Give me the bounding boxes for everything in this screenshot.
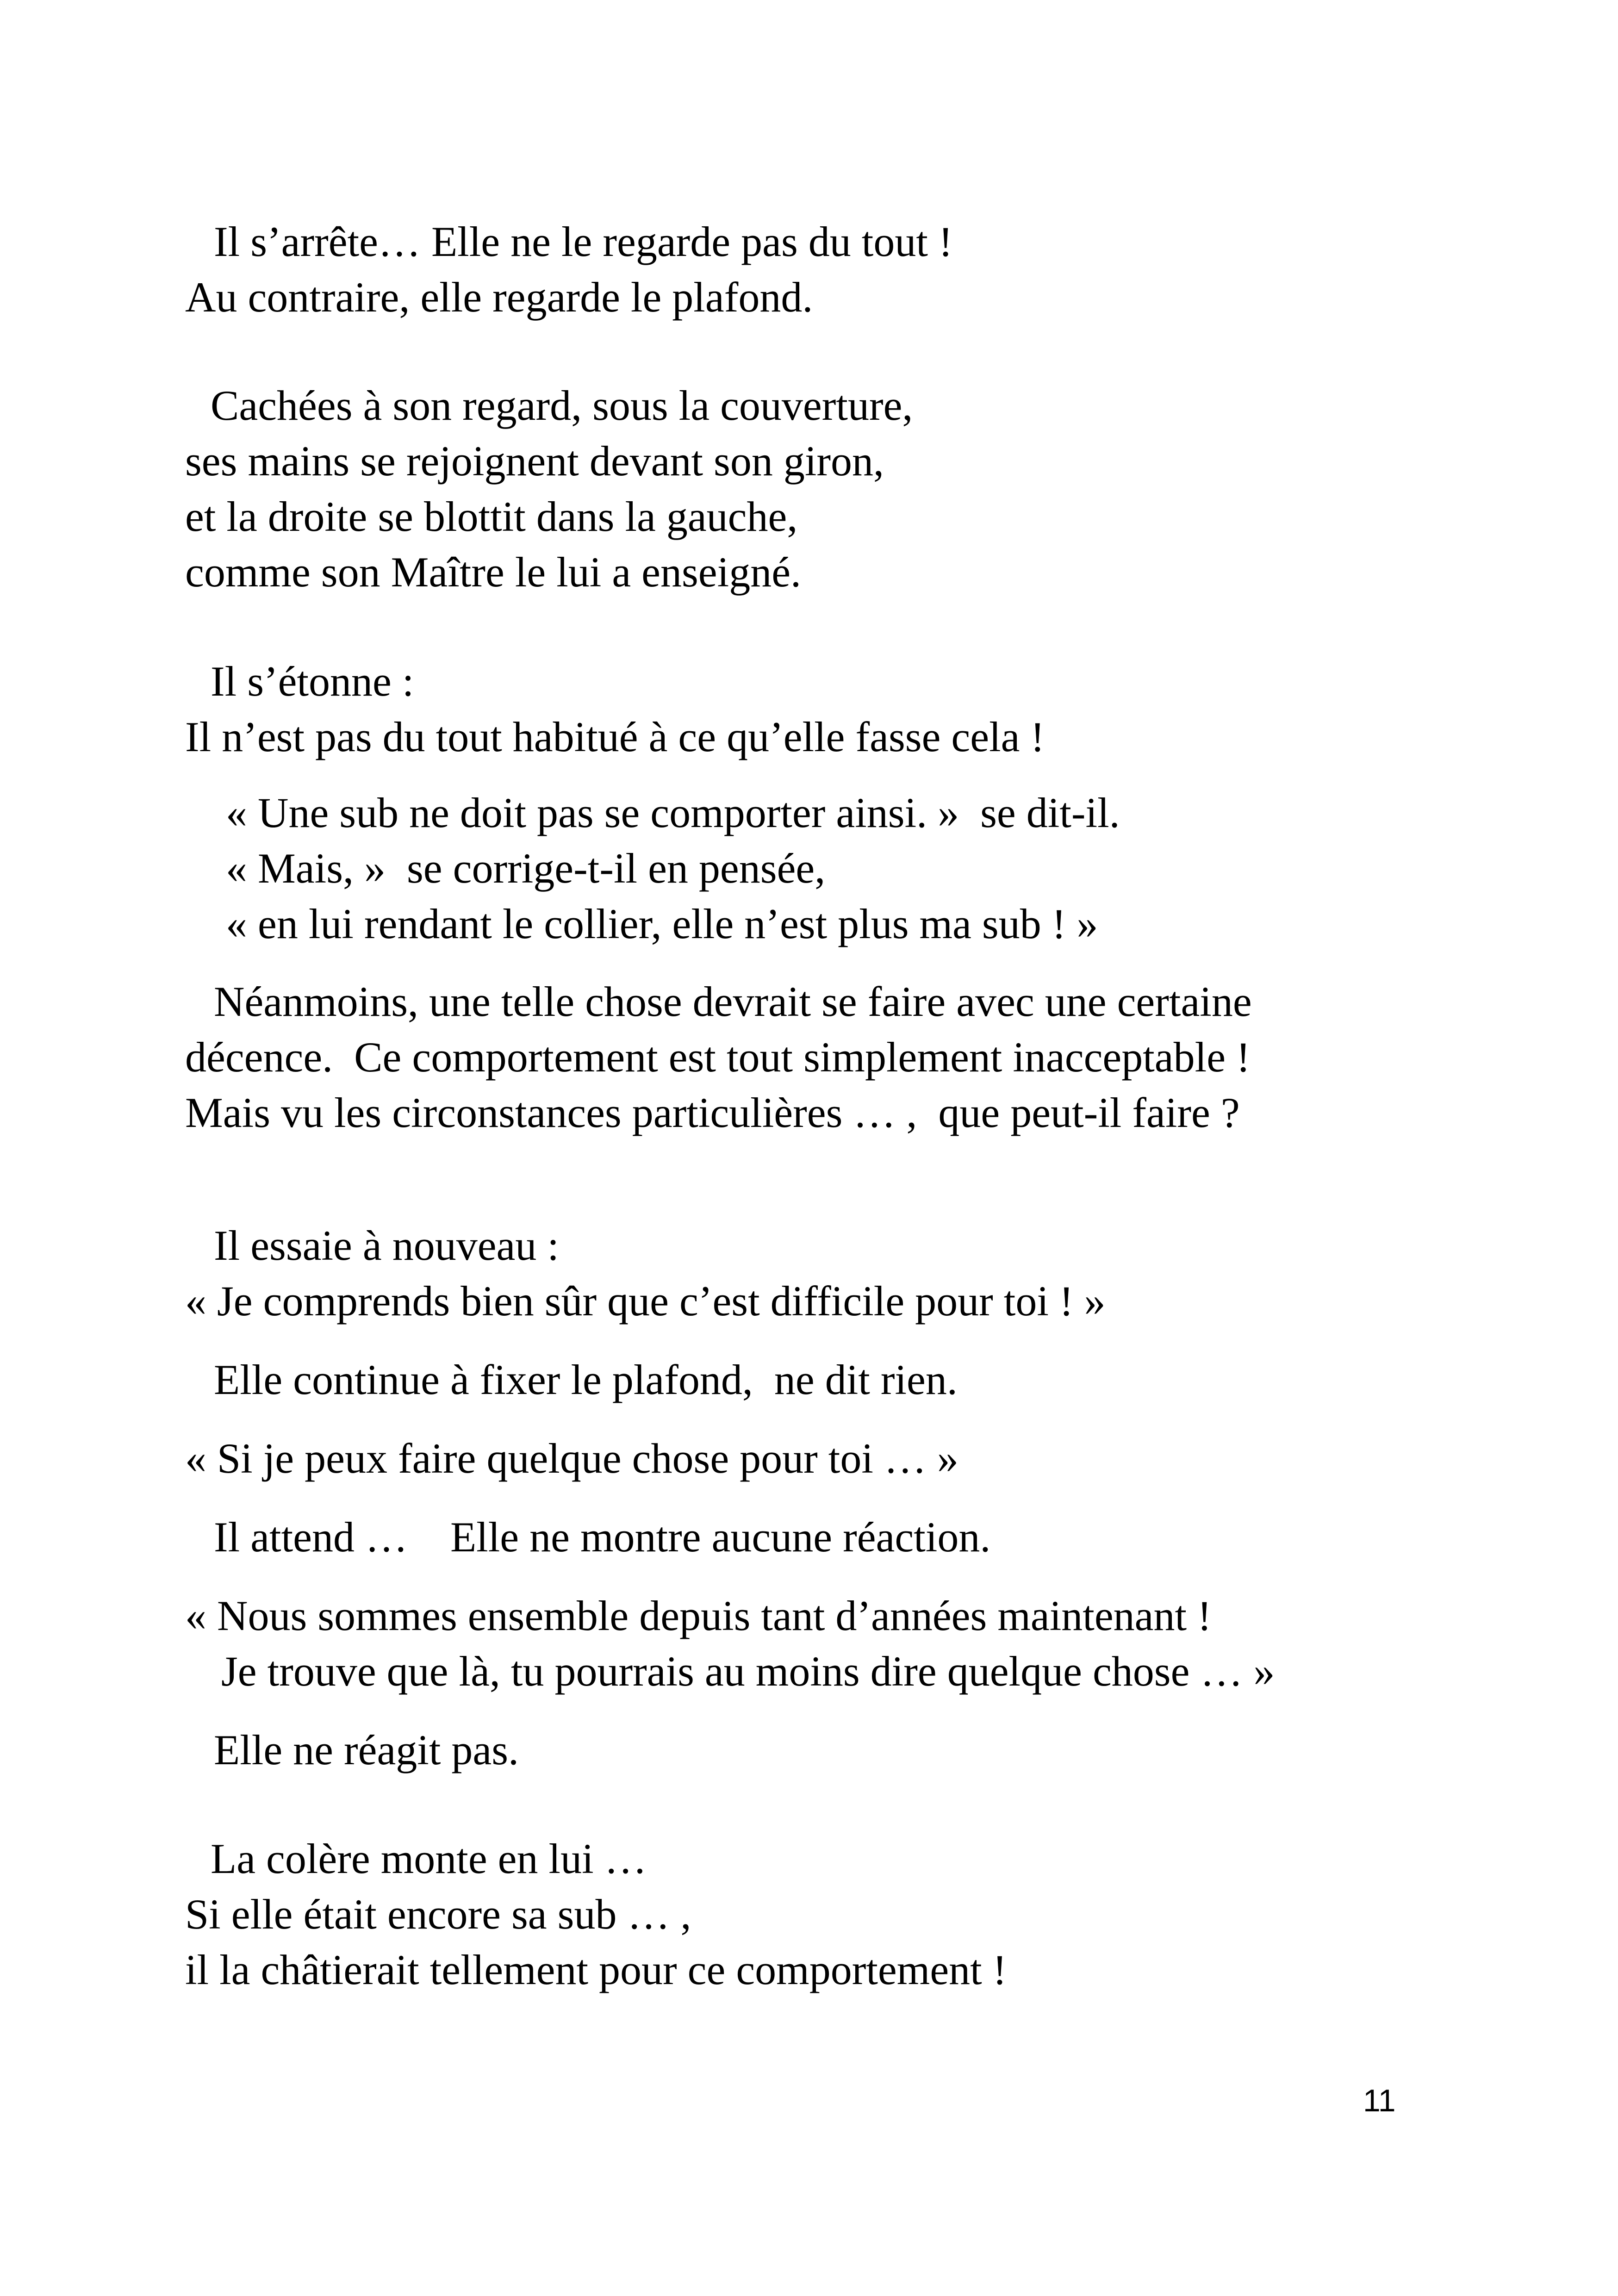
- text-line: décence. Ce comportement est tout simplement inacceptable !: [185, 1033, 1251, 1081]
- text-line: Il n’est pas du tout habitué à ce qu’elle fasse cela !: [185, 713, 1045, 760]
- text-line: Au contraire, elle regarde le plafond.: [185, 274, 813, 321]
- text-line: « Je comprends bien sûr que c’est difficile pour toi ! »: [185, 1277, 1106, 1325]
- text-line: et la droite se blottit dans la gauche,: [185, 493, 798, 540]
- text-line: La colère monte en lui …: [211, 1835, 647, 1882]
- text-line: « Nous sommes ensemble depuis tant d’années maintenant !: [185, 1592, 1212, 1639]
- text-line: comme son Maître le lui a enseigné.: [185, 548, 802, 596]
- text-line: ses mains se rejoignent devant son giron,: [185, 437, 884, 485]
- text-line: Si elle était encore sa sub … ,: [185, 1891, 691, 1938]
- text-line: Mais vu les circonstances particulières … , que peut-il faire ?: [185, 1089, 1240, 1136]
- text-line: Il essaie à nouveau :: [214, 1222, 559, 1269]
- text-line: Elle ne réagit pas.: [214, 1726, 519, 1773]
- text-line: Il s’étonne :: [211, 658, 414, 705]
- text-line: « Si je peux faire quelque chose pour toi … »: [185, 1435, 958, 1482]
- text-line: Il s’arrête… Elle ne le regarde pas du tout !: [214, 218, 953, 265]
- text-line: Je trouve que là, tu pourrais au moins dire quelque chose … »: [221, 1648, 1275, 1695]
- text-line: Elle continue à fixer le plafond, ne dit rien.: [214, 1356, 958, 1403]
- text-line: il la châtierait tellement pour ce comportement !: [185, 1946, 1007, 1993]
- text-line: « Une sub ne doit pas se comporter ainsi. » se dit-il.: [226, 789, 1120, 836]
- text-line: Néanmoins, une telle chose devrait se faire avec une certaine: [214, 978, 1252, 1025]
- text-line: Il attend … Elle ne montre aucune réaction.: [214, 1513, 991, 1561]
- page-number: 11: [1363, 2083, 1396, 2118]
- text-line: « en lui rendant le collier, elle n’est plus ma sub ! »: [226, 900, 1098, 947]
- text-line: Cachées à son regard, sous la couverture,: [211, 382, 913, 429]
- text-line: « Mais, » se corrige-t-il en pensée,: [226, 845, 826, 892]
